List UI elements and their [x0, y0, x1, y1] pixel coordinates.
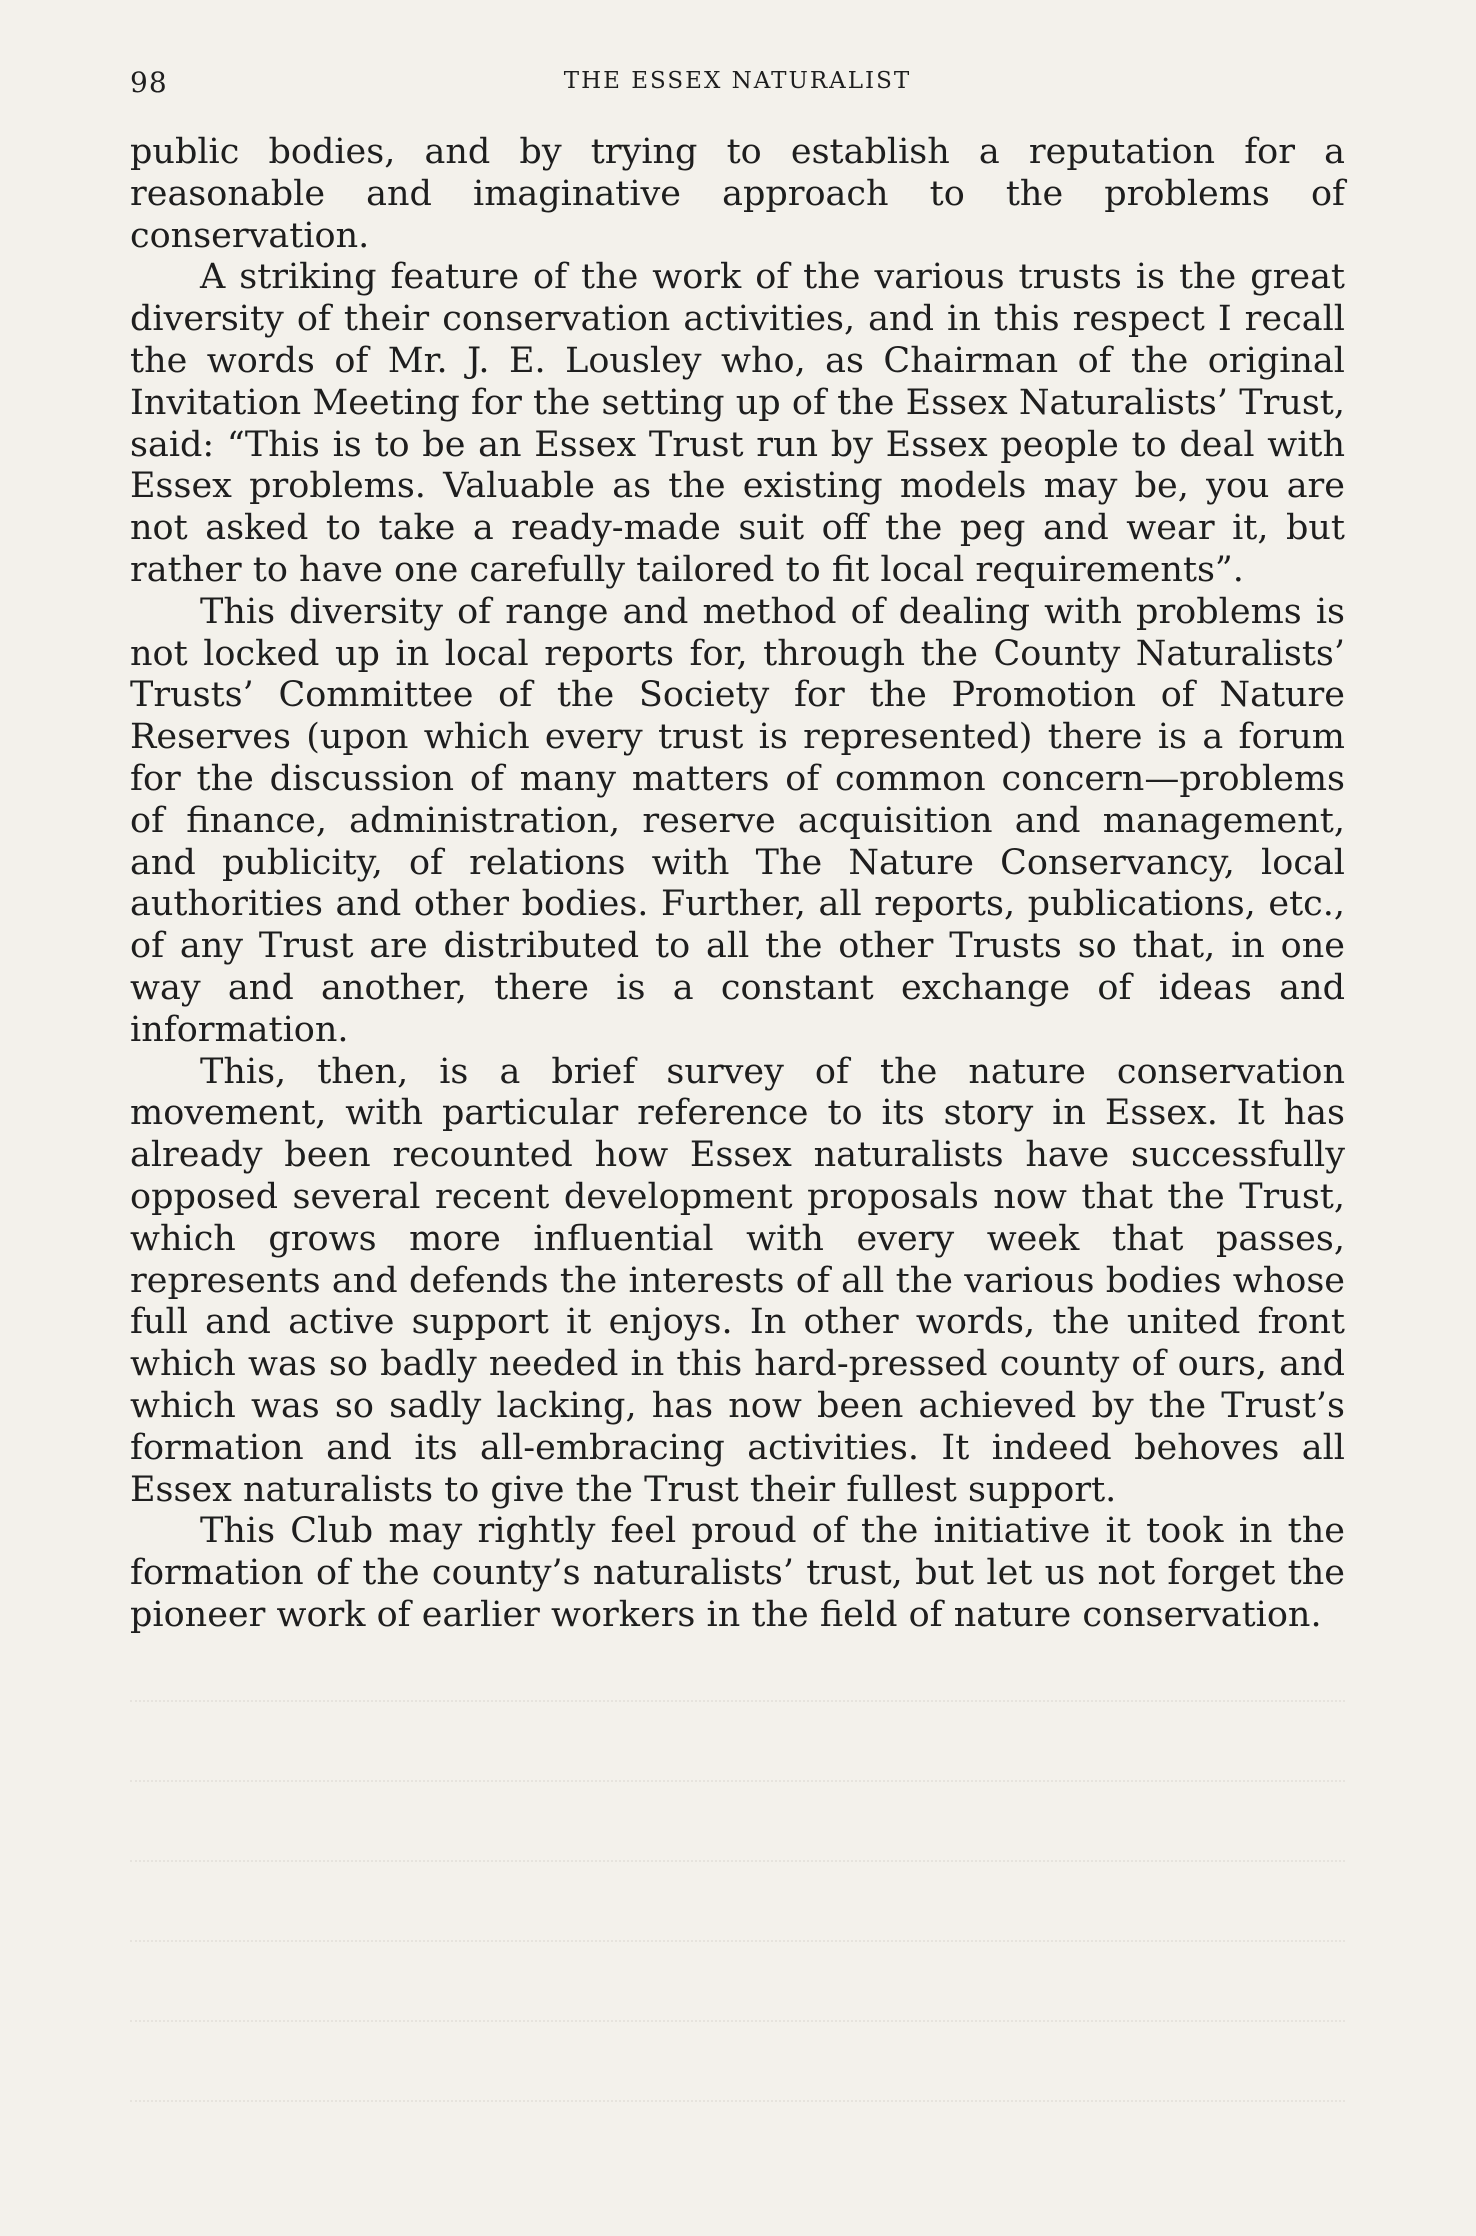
page-header [130, 66, 1345, 106]
paragraph: This Club may rightly feel proud of the initiative it took in the formation of the county’s naturalists’ trust, but let us not forget the pioneer work of earlier workers in the field of nature conservation. [130, 1511, 1345, 1635]
show-through-line [130, 1700, 1345, 1712]
paragraph: This, then, is a brief survey of the nature conservation movement, with particular reference to its story in Essex. It has already been recounted how Essex naturalists have successfully opposed several recent development proposals now that the Trust, which grows more influential with every week that passes, represents and defends the interests of all the various bodies whose full and active support it enjoys. In other words, the united front which was so badly needed in this hard-pressed county of ours, and which was so sadly lacking, has now been achieved by the Trust’s formation and its all-embracing activities. It indeed behoves all Essex naturalists to give the Trust their fullest support. [130, 1051, 1345, 1510]
page-number: 98 [130, 66, 168, 99]
running-head: THE ESSEX NATURALIST [563, 68, 912, 94]
paragraph-continued: public bodies, and by trying to establish a reputation for a reasonable and imaginative approach to the problems of conservation. [130, 132, 1345, 256]
show-through-line [130, 2100, 1345, 2112]
paragraph: A striking feature of the work of the various trusts is the great diversity of their conservation activities, and in this respect I recall the words of Mr. J. E. Lousley who, as Chairman of the original Invitation Meeting for the setting up of the Essex Naturalists’ Trust, said: “This is to be an Essex Trust run by Essex people to deal with Essex problems. Valuable as the existing models may be, you are not asked to take a ready-made suit off the peg and wear it, but rather to have one carefully tailored to fit local requirements”. [130, 257, 1345, 590]
show-through-line [130, 2020, 1345, 2032]
paragraph: This diversity of range and method of dealing with problems is not locked up in local reports for, through the County Naturalists’ Trusts’ Committee of the Society for the Promotion of Nature Reserves (upon which every trust is represented) there is a forum for the discussion of many matters of common concern—problems of finance, administration, reserve acquisition and management, and publicity, of relations with The Nature Conservancy, local authorities and other bodies. Further, all reports, publications, etc., of any Trust are distributed to all the other Trusts so that, in one way and another, there is a constant exchange of ideas and information. [130, 591, 1345, 1050]
show-through-line [130, 1860, 1345, 1872]
show-through-line [130, 1940, 1345, 1952]
body-text [130, 132, 1345, 1637]
show-through-line [130, 1780, 1345, 1792]
